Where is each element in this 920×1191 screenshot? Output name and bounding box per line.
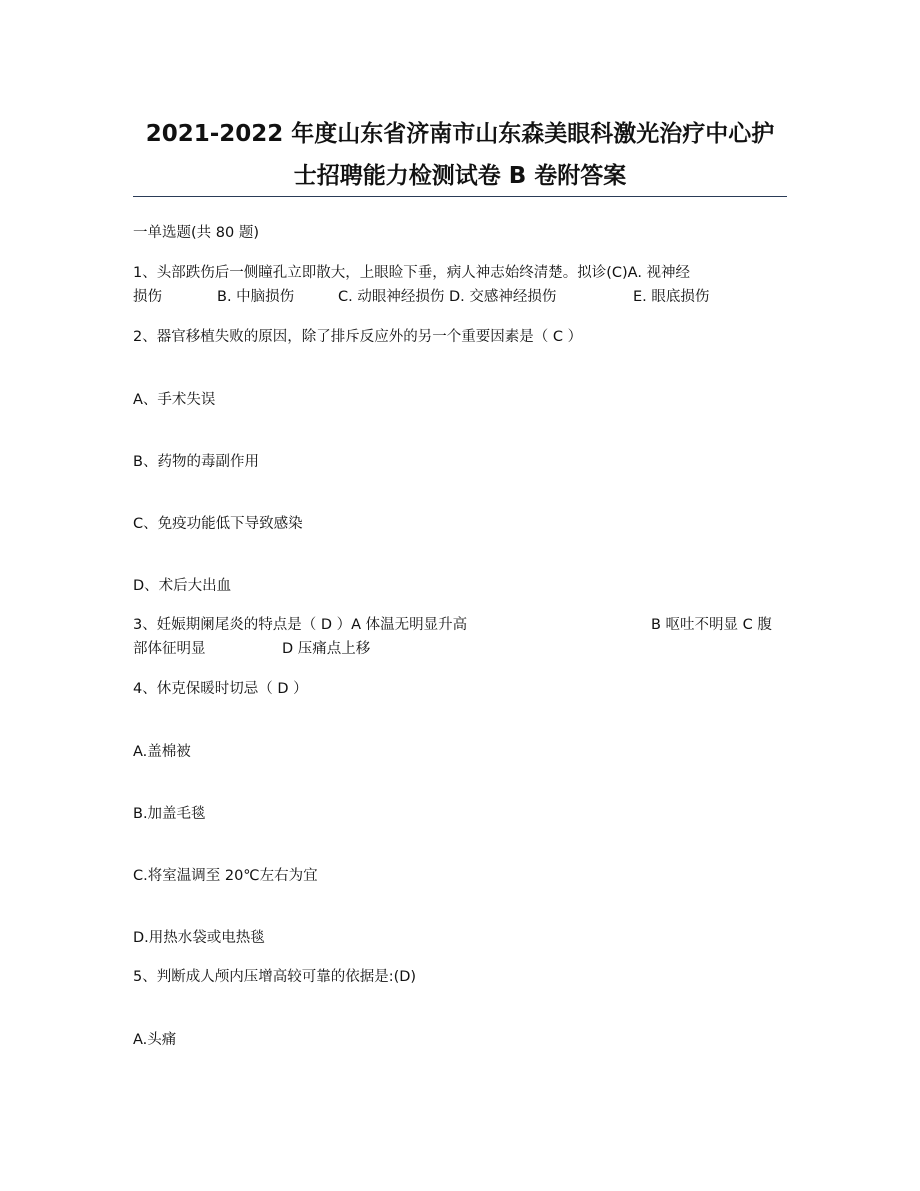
question-5-option-a: A.头痛 <box>133 1032 177 1048</box>
question-2-option-d: D、术后大出血 <box>133 578 232 594</box>
question-5-text: 5、判断成人颅内压增高较可靠的依据是:(D) <box>133 969 417 985</box>
question-1-option-b: B. 中脑损伤 <box>217 289 295 305</box>
question-3-options-b-c: B 呕吐不明显 C 腹 <box>651 617 772 633</box>
question-2-option-c: C、免疫功能低下导致感染 <box>133 516 303 532</box>
question-3-text: 3、妊娠期阑尾炎的特点是（ D ）A 体温无明显升高 <box>133 617 468 633</box>
question-2-text: 2、器官移植失败的原因，除了排斥反应外的另一个重要因素是（ C ） <box>133 329 583 345</box>
section-heading: 一单选题(共 80 题) <box>133 225 259 241</box>
question-1-option-c-d: C. 动眼神经损伤 D. 交感神经损伤 <box>338 289 557 305</box>
question-4-option-a: A.盖棉被 <box>133 744 191 760</box>
document-title-line-1: 2021-2022 年度山东省济南市山东森美眼科激光治疗中心护 <box>145 121 775 147</box>
question-1-option-e: E. 眼底损伤 <box>633 289 710 305</box>
question-4-option-c: C.将室温调至 20℃左右为宜 <box>133 868 318 884</box>
question-4-text: 4、休克保暖时切忌（ D ） <box>133 681 308 697</box>
question-1-option-a-tail: 损伤 <box>133 289 162 305</box>
question-2-option-a: A、手术失误 <box>133 392 216 408</box>
question-4-option-b: B.加盖毛毯 <box>133 806 206 822</box>
question-3-option-d: D 压痛点上移 <box>282 641 371 657</box>
question-2-option-b: B、药物的毒副作用 <box>133 454 259 470</box>
question-3-text-cont: 部体征明显 <box>133 641 206 657</box>
question-1-text: 1、头部跌伤后一侧瞳孔立即散大，上眼睑下垂，病人神志始终清楚。拟诊(C)A. 视神经 <box>133 265 691 281</box>
title-divider <box>133 196 787 197</box>
question-4-option-d: D.用热水袋或电热毯 <box>133 930 265 946</box>
document-title-line-2: 士招聘能力检测试卷 B 卷附答案 <box>293 163 627 189</box>
